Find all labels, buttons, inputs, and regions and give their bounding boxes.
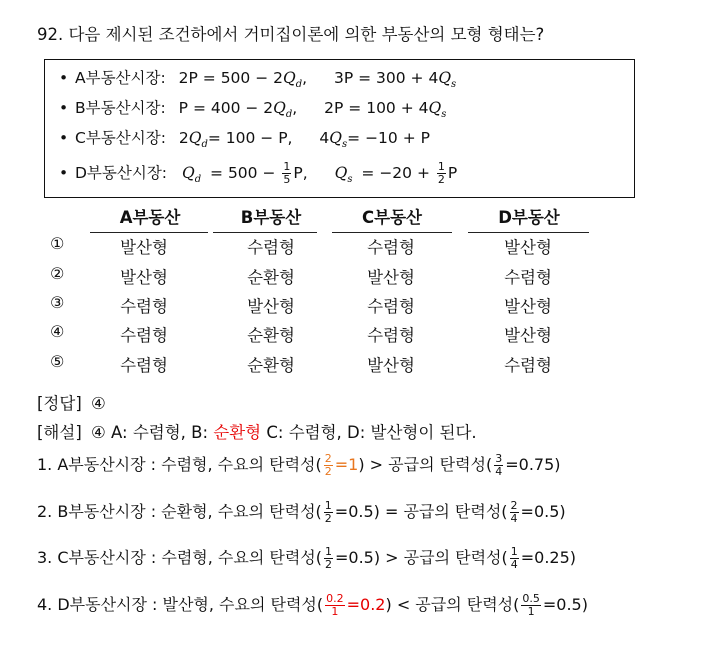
table-cell: 수렴형 xyxy=(504,268,552,287)
choice-number: ① xyxy=(50,234,65,253)
table-cell: 순환형 xyxy=(247,326,295,345)
table-cell: 발산형 xyxy=(247,297,295,316)
table-cell: 순환형 xyxy=(247,356,295,375)
supply-elasticity: =0.25) xyxy=(520,548,577,567)
header-underline xyxy=(90,232,208,233)
table-cell: 수렴형 xyxy=(247,238,295,257)
choice-number: ② xyxy=(50,264,65,283)
q-sub: d xyxy=(194,174,202,185)
condition-c: • C부동산시장: $2Q_d= 100 - P$, $4Q_s= -10 + P$ xyxy=(59,129,430,150)
detail-line xyxy=(37,499,566,525)
demand-elasticity: =0.5 xyxy=(334,502,374,521)
detail-compare: ) > 공급의 탄력성( xyxy=(373,548,508,567)
demand-eq: 2 xyxy=(178,129,189,147)
table-cell: 수렴형 xyxy=(367,297,415,316)
condition-a: • A부동산시장: $2P = 500 - 2Q_d$, $3P = 300 + 4Q_s$ xyxy=(59,69,457,90)
table-cell: 발산형 xyxy=(120,238,168,257)
detail-line xyxy=(37,545,576,571)
demand-post: = 100 − P, xyxy=(207,129,293,147)
detail-compare: ) > 공급의 탄력성( xyxy=(358,455,493,474)
choice-number: ⑤ xyxy=(50,352,65,371)
condition-label: A부동산시장: xyxy=(75,69,166,87)
supply-post: P xyxy=(447,164,458,182)
fraction xyxy=(324,500,333,525)
q-symbol: Q xyxy=(438,69,452,87)
detail-line xyxy=(37,452,561,478)
detail-prefix: 4. D부동산시장 : 발산형, 수요의 탄력성( xyxy=(37,595,324,614)
frac-den: 5 xyxy=(283,173,291,186)
supply-elasticity: =0.5) xyxy=(520,502,566,521)
demand-post: , xyxy=(302,69,308,87)
table-cell: 수렴형 xyxy=(120,326,168,345)
fraction xyxy=(510,546,519,571)
frac-den: 2 xyxy=(437,173,445,186)
frac-den: 2 xyxy=(324,558,332,571)
fraction xyxy=(324,546,333,571)
q-symbol: Q xyxy=(273,99,286,117)
q-sub: d xyxy=(295,79,303,90)
frac-num: 1 xyxy=(324,545,332,558)
frac-den: 2 xyxy=(324,465,332,478)
explanation-text: C: 수렴형, D: 발산형이 된다. xyxy=(266,423,477,442)
detail-compare: ) < 공급의 탄력성( xyxy=(385,595,520,614)
frac-num: 1 xyxy=(437,160,445,173)
q-symbol: Q xyxy=(329,129,343,147)
demand-elasticity: =0.5 xyxy=(334,548,374,567)
fraction xyxy=(521,593,541,618)
table-cell: 수렴형 xyxy=(367,326,415,345)
condition-d: • D부동산시장: $Q_d = 500$ − $\frac{1}{5}$ P, $Q_s = -20$ + $\frac{1}{2}$ P xyxy=(59,160,458,186)
frac-den: 4 xyxy=(510,558,518,571)
col-header-a: A부동산 xyxy=(119,208,181,227)
q-symbol: Q xyxy=(428,99,442,117)
q-sub: s xyxy=(441,109,447,120)
q-symbol: Q xyxy=(188,129,202,147)
table-cell: 순환형 xyxy=(247,268,295,287)
table-cell: 수렴형 xyxy=(120,356,168,375)
supply-eq: 3P = 300 + 4 xyxy=(333,69,439,87)
q-symbol: Q xyxy=(282,69,296,87)
table-cell: 발산형 xyxy=(504,326,552,345)
explanation-label: [해설] xyxy=(37,423,82,442)
q-sub: s xyxy=(451,79,457,90)
frac-den: 4 xyxy=(510,512,518,525)
detail-line xyxy=(37,592,588,618)
answer-value: ④ xyxy=(91,394,106,413)
demand-elasticity: =1 xyxy=(334,455,359,474)
table-cell: 수렴형 xyxy=(504,356,552,375)
fraction xyxy=(510,500,519,525)
supply-post: = −10 + P xyxy=(347,129,430,147)
fraction xyxy=(282,161,291,186)
demand-eq: = 500 − xyxy=(210,164,276,182)
table-cell: 수렴형 xyxy=(367,238,415,257)
header-underline xyxy=(468,232,589,233)
fraction xyxy=(494,453,503,478)
fraction xyxy=(437,161,446,186)
frac-den: 1 xyxy=(527,605,535,618)
condition-b: • B부동산시장: $P = 400 - 2Q_d$, $2P = 100 + 4Q_s$ xyxy=(59,99,447,120)
col-header-d: D부동산 xyxy=(498,208,560,227)
detail-prefix: 2. B부동산시장 : 순환형, 수요의 탄력성( xyxy=(37,502,322,521)
supply-eq: 4 xyxy=(319,129,330,147)
q-sub: s xyxy=(342,139,348,150)
frac-num: 1 xyxy=(283,160,291,173)
answer-line xyxy=(37,390,106,414)
table-cell: 발산형 xyxy=(504,238,552,257)
frac-den: 2 xyxy=(324,512,332,525)
col-header-b: B부동산 xyxy=(240,208,302,227)
frac-num: 3 xyxy=(495,452,503,465)
frac-num: 0.2 xyxy=(326,592,344,605)
demand-post: P, xyxy=(293,164,308,182)
fraction xyxy=(325,593,345,618)
demand-eq: P = 400 − 2 xyxy=(178,99,274,117)
q-symbol: Q xyxy=(334,164,348,182)
demand-eq: 2P = 500 − 2 xyxy=(178,69,283,87)
supply-elasticity: =0.5) xyxy=(542,595,588,614)
frac-den: 4 xyxy=(495,465,503,478)
header-underline xyxy=(213,232,317,233)
table-cell: 발산형 xyxy=(367,356,415,375)
detail-prefix: 1. A부동산시장 : 수렴형, 수요의 탄력성( xyxy=(37,455,322,474)
table-cell: 발산형 xyxy=(120,268,168,287)
frac-num: 1 xyxy=(510,545,518,558)
frac-den: 1 xyxy=(331,605,339,618)
frac-num: 2 xyxy=(324,452,332,465)
demand-post: , xyxy=(292,99,298,117)
frac-num: 2 xyxy=(510,499,518,512)
table-cell: 발산형 xyxy=(367,268,415,287)
condition-label: C부동산시장: xyxy=(75,129,166,147)
table-cell: 발산형 xyxy=(504,297,552,316)
q-sub: s xyxy=(347,174,353,185)
conditions-box xyxy=(44,59,635,198)
explanation-text: ④ A: 수렴형, B: xyxy=(91,423,209,442)
frac-num: 0.5 xyxy=(522,592,540,605)
demand-elasticity: =0.2 xyxy=(346,595,386,614)
supply-elasticity: =0.75) xyxy=(505,455,561,474)
detail-compare: ) = 공급의 탄력성( xyxy=(373,502,508,521)
supply-eq: = −20 + xyxy=(361,164,430,182)
q-sub: d xyxy=(201,139,208,150)
answer-label: [정답] xyxy=(37,394,82,413)
fraction xyxy=(324,453,333,478)
choice-number: ④ xyxy=(50,322,65,341)
supply-eq: 2P = 100 + 4 xyxy=(324,99,429,117)
question-title: 92. 다음 제시된 조건하에서 거미집이론에 의한 부동산의 모형 형태는? xyxy=(37,25,545,44)
explanation-line xyxy=(37,419,477,443)
col-header-c: C부동산 xyxy=(362,208,422,227)
condition-label: B부동산시장: xyxy=(75,99,166,117)
condition-label: D부동산시장: xyxy=(75,164,168,182)
q-symbol: Q xyxy=(181,164,195,182)
explanation-highlight: 순환형 xyxy=(213,423,262,442)
header-underline xyxy=(332,232,452,233)
q-sub: d xyxy=(285,109,293,120)
frac-num: 1 xyxy=(324,499,332,512)
table-cell: 수렴형 xyxy=(120,297,168,316)
detail-prefix: 3. C부동산시장 : 수렴형, 수요의 탄력성( xyxy=(37,548,322,567)
choice-number: ③ xyxy=(50,293,65,312)
